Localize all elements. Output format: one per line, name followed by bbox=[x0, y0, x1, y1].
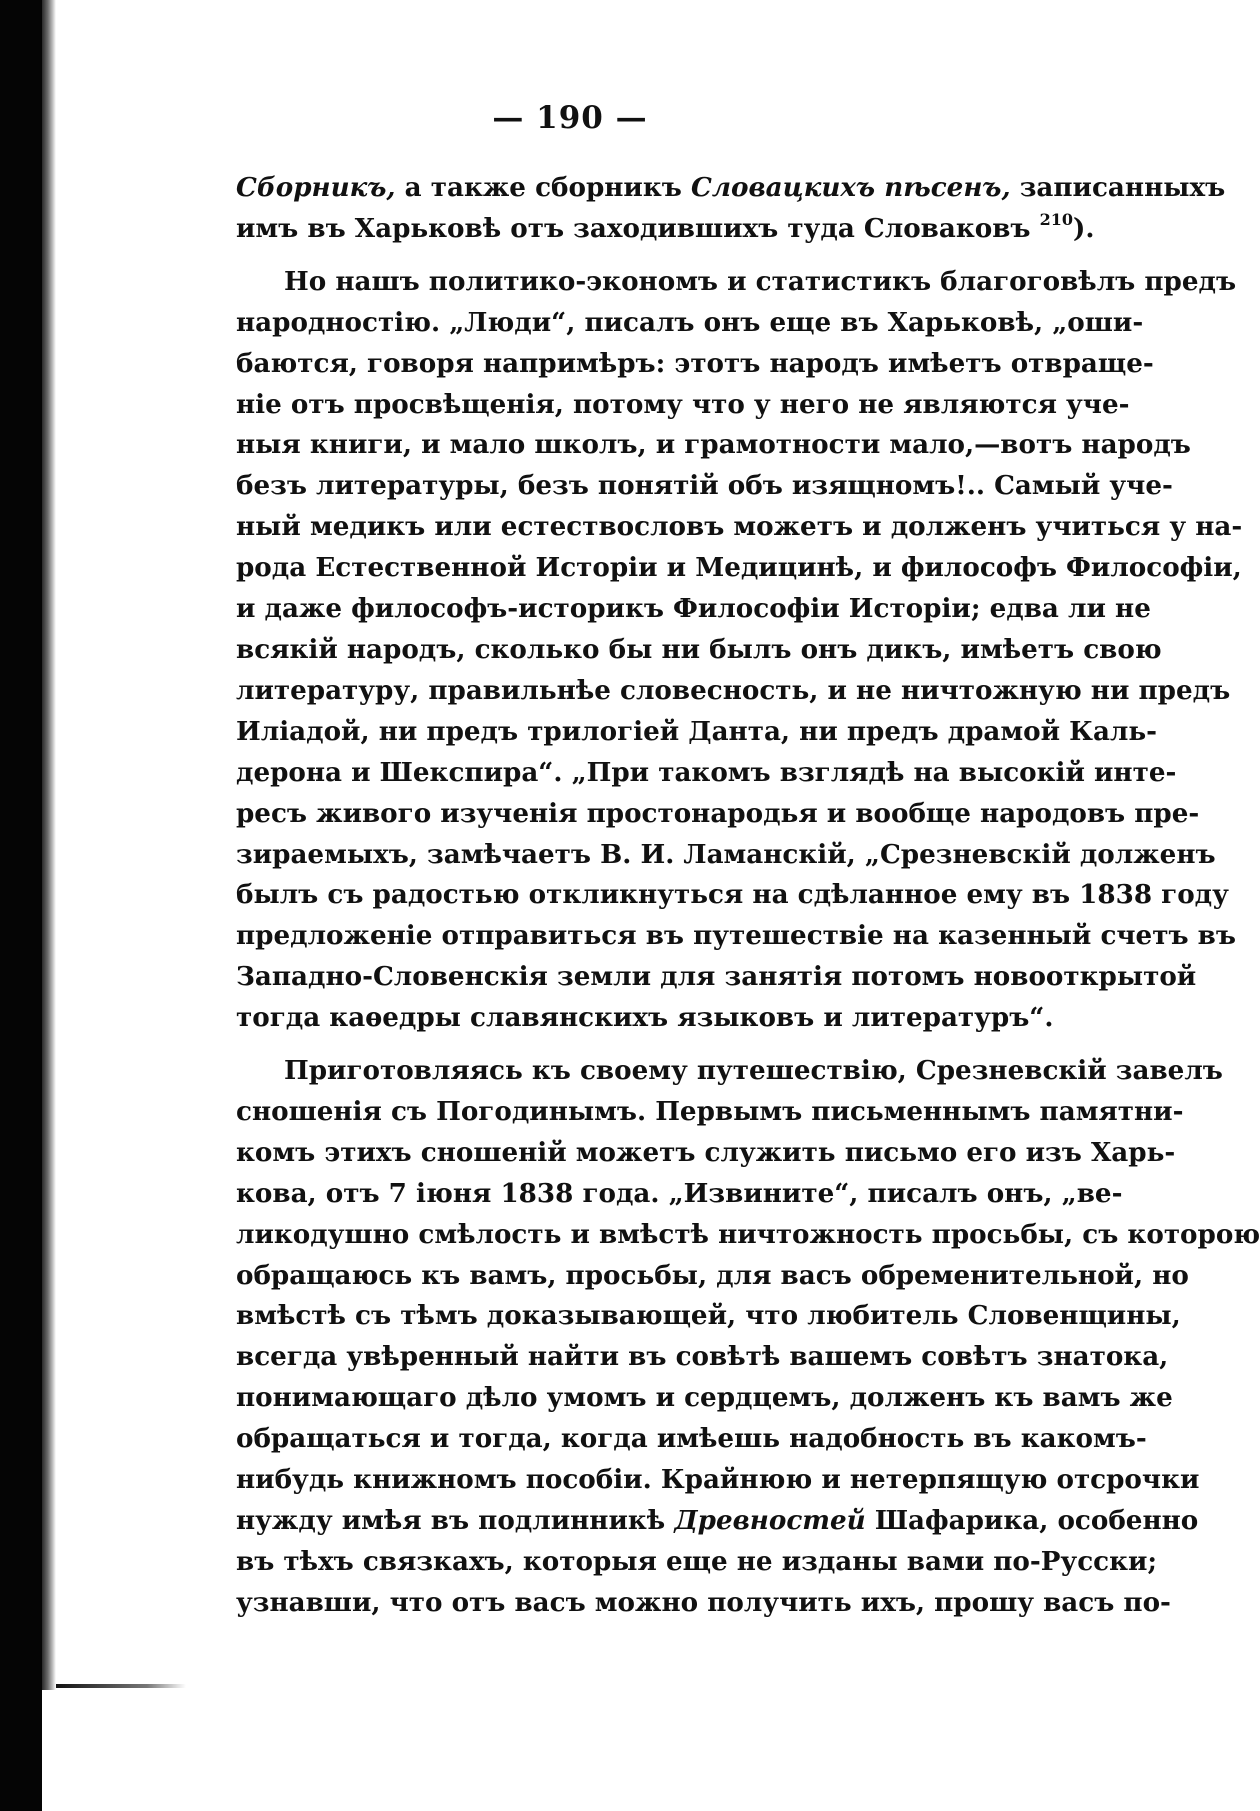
paragraph-line: обращаться и тогда, когда имѣешь надобность въ какомъ- bbox=[236, 1423, 1147, 1455]
paragraph-line: ныя книги, и мало школъ, и грамотности мало,—вотъ народъ bbox=[236, 429, 1191, 461]
italic-title-sbornik: Сборникъ, bbox=[236, 172, 396, 203]
paragraph-line: ресъ живого изученія простонародья и вообще народовъ пре- bbox=[236, 797, 1200, 829]
paragraph-line: былъ съ радостью откликнуться на сдѣланное ему въ 1838 году bbox=[236, 879, 1229, 911]
book-spine-shadow bbox=[0, 0, 42, 1811]
paragraph-line: безъ литературы, безъ понятій объ изящномъ!.. Самый уче- bbox=[236, 470, 1173, 502]
paragraph-line: ный медикъ или естествословъ можетъ и долженъ учиться у на- bbox=[236, 511, 1243, 543]
paragraph-line: комъ этихъ сношеній можетъ служить письмо его изъ Харь- bbox=[236, 1136, 1176, 1168]
paragraph-line: нужду имѣя въ подлинникѣ Древностей Шафарика, особенно bbox=[236, 1505, 1199, 1536]
paragraph-line: въ тѣхъ связкахъ, которыя еще не изданы вами по-Русски; bbox=[236, 1545, 1158, 1577]
paragraph-line: Приготовляясь къ своему путешествію, Срезневскій завелъ bbox=[284, 1055, 1223, 1087]
paragraph-line: кова, отъ 7 іюня 1838 года. „Извините“, писалъ онъ, „ве- bbox=[236, 1177, 1123, 1209]
paragraph-2 bbox=[236, 262, 1243, 1039]
footnote-ref-210: 210 bbox=[1039, 209, 1074, 229]
spine-edge-gradient bbox=[42, 0, 56, 1690]
paragraph-line: понимающаго дѣло умомъ и сердцемъ, долженъ къ вамъ же bbox=[236, 1382, 1173, 1414]
page-number: — 190 — bbox=[492, 100, 648, 136]
paragraph-line: нибудь книжномъ пособіи. Крайнюю и нетерпящую отсрочки bbox=[236, 1464, 1200, 1496]
paragraph-line: и даже философъ-историкъ Философіи Исторіи; едва ли не bbox=[236, 593, 1151, 625]
paragraph-1-line-1: Сборникъ, а также сборникъ Словацкихъ пѣсенъ, записанныхъ bbox=[236, 172, 1226, 203]
page-body bbox=[236, 168, 1260, 1624]
paragraph-line: вмѣстѣ съ тѣмъ доказывающей, что любитель Словенщины, bbox=[236, 1300, 1181, 1332]
paragraph-line: узнавши, что отъ васъ можно получить ихъ, прошу васъ по- bbox=[236, 1586, 1171, 1618]
paragraph-line: всякій народъ, сколько бы ни былъ онъ дикъ, имѣетъ свою bbox=[236, 633, 1162, 665]
italic-title-drevnostei: Древностей bbox=[674, 1505, 866, 1536]
paragraph-line: всегда увѣренный найти въ совѣтѣ вашемъ совѣтъ знатока, bbox=[236, 1341, 1169, 1373]
paragraph-1-line-2: имъ въ Харьковѣ отъ заходившихъ туда Словаковъ $^{210}$). bbox=[236, 209, 1095, 244]
italic-title-slovak-songs: Словацкихъ пѣсенъ, bbox=[690, 172, 1011, 203]
paragraph-line: сношенія съ Погодинымъ. Первымъ письменнымъ памятни- bbox=[236, 1095, 1184, 1127]
paragraph-line: тогда каѳедры славянскихъ языковъ и литературъ“. bbox=[236, 1002, 1054, 1034]
paragraph-line: баются, говоря напримѣръ: этотъ народъ имѣетъ отвраще- bbox=[236, 347, 1154, 379]
paragraph-3 bbox=[236, 1051, 1260, 1624]
paragraph-line: ніе отъ просвѣщенія, потому что у него не являются уче- bbox=[236, 388, 1130, 420]
paragraph-line: литературу, правильнѣе словесность, и не ничтожную ни предъ bbox=[236, 674, 1231, 706]
spine-foot-mark bbox=[56, 1684, 186, 1688]
paragraph-line: предложеніе отправиться въ путешествіе на казенный счетъ въ bbox=[236, 920, 1236, 952]
paragraph-line: Западно-Словенскія земли для занятія потомъ новооткрытой bbox=[236, 961, 1197, 993]
paragraph-line: обращаюсь къ вамъ, просьбы, для васъ обременительной, но bbox=[236, 1259, 1189, 1291]
paragraph-line: дерона и Шекспира“. „При такомъ взглядѣ на высокій инте- bbox=[236, 756, 1177, 788]
paragraph-line: рода Естественной Исторіи и Медицинѣ, и философъ Философіи, bbox=[236, 552, 1242, 584]
paragraph-line: народностію. „Люди“, писалъ онъ еще въ Харьковѣ, „оши- bbox=[236, 306, 1144, 338]
paragraph-line: Но нашъ политико-экономъ и статистикъ благоговѣлъ предъ bbox=[284, 265, 1237, 297]
paragraph-line: зираемыхъ, замѣчаетъ В. И. Ламанскій, „Срезневскій долженъ bbox=[236, 838, 1216, 870]
paragraph-line: ликодушно смѣлость и вмѣстѣ ничтожность просьбы, съ которою bbox=[236, 1218, 1260, 1250]
paragraph-line: Иліадой, ни предъ трилогіей Данта, ни предъ драмой Каль- bbox=[236, 715, 1158, 747]
